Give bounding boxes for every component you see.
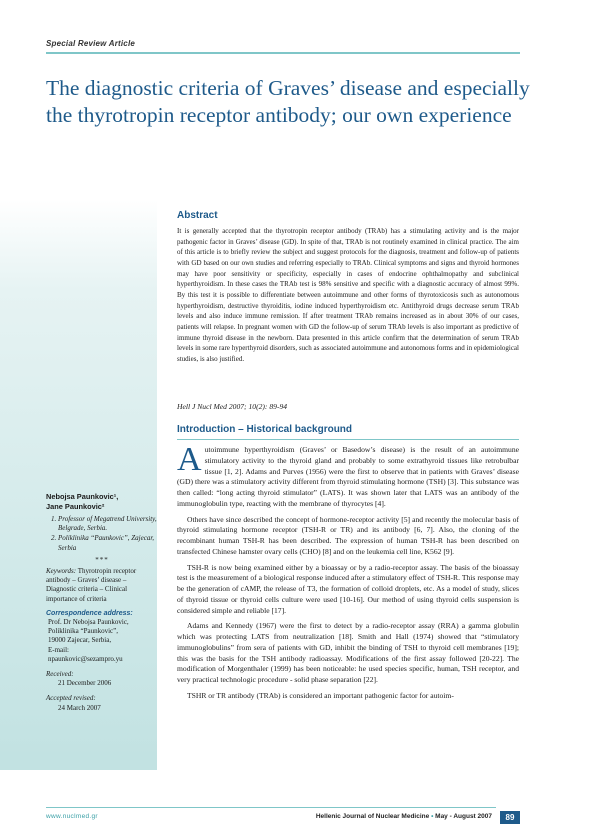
correspondence-line: E-mail:: [48, 645, 69, 654]
keywords-text: Thyrotropin receptor antibody – Graves’ disease – Diagnostic criteria – Clinical importance of criteria: [46, 567, 137, 603]
affiliation-2: 2. Poliklinika “Paunkovic”, Zajecar, Serbia: [58, 534, 158, 552]
correspondence-line: 19000 Zajecar, Serbia,: [48, 636, 112, 645]
article-title: The diagnostic criteria of Graves’ disease and especially the thyrotropin receptor antibody; our own experience: [46, 76, 530, 127]
article-type: Special Review Article: [46, 39, 136, 48]
affiliation-1: 1. Professor of Megatrend University, Belgrade, Serbia.: [58, 515, 158, 533]
footer-bullet: •: [431, 813, 434, 820]
citation: Hell J Nucl Med 2007; 10(2): 89-94: [177, 402, 288, 411]
keywords: [46, 567, 158, 604]
affiliations: [46, 515, 158, 553]
accepted-label: Accepted revised:: [46, 694, 96, 703]
accepted-date: 24 March 2007: [58, 703, 101, 712]
journal-issue: May - August 2007: [435, 813, 492, 820]
paragraph: Others have since described the concept of hormone-receptor activity [5] and recently the molecular basis of thyroid stimulating hormone receptor (TSH-R or TR) and its antibody [6, 7]. Also, the cloning of the recombinant human TSH-R has been described. The expression of human TSH-R has been described on transfected Chinese hamster ovary cells (CHO) [8] and on the leukemia cell line, K562 [9].: [177, 514, 519, 556]
paragraph: [177, 441, 519, 510]
article-info: [46, 492, 158, 713]
paragraph: TSH-R is now being examined either by a bioassay or by a radio-receptor assay. The basis of the bioassay test is the measurement of a biological response induced after a stimulatory effect of TSH-R. This response may be the generation of cAMP, the release of T3, the formation of colloid droplets, etc. As a model of study, slices of thyroid tissue or thyroid cells culture were used [10-16]. Our method of using thyroid cells suspension is considered simple and reliable [17].: [177, 562, 519, 615]
author-2: Jane Paunkovic²: [46, 502, 105, 511]
paragraph-text: utoimmune hyperthyroidism (Graves’ or Basedow’s disease) is the result of an autoimmune stimulatory activity to the thyroid gland and probably to some extrathyroid tissues like retrobulbar tissue [1, 2]. Adams and Purves (1956) were the first to observe that in patients with Graves’ disease (GD) there was a stimulatory activity different from thyroid stimulating hormone (TSH) [3]. This substance was then called: “long acting thyroid stimulator” (LATS). It was shown later that LATS was an antibody of the immunoglobulin type, reacting with the membrane of thyrocytes [4].: [177, 445, 519, 508]
received-date: 21 December 2006: [58, 679, 112, 688]
paragraph: Adams and Kennedy (1967) were the first to detect by a radio-receptor assay (RRA) a gamma globulin which was protecting LATS from neutralization [18]. Smith and Hall (1974) showed that “stimulatory immunoglobulins” from sera of patients with GD, inhibit the binding of TSH to thyroid cell membranes [19]; this was the basis for the TSH antibody radioassay. Modifications of the first assay followed [20-22]. The modification of Morgenthaler (1999) has been noticeable: he used species specific, human, TSH receptor, and very practical technologic procedure - solid phase separation [22].: [177, 621, 519, 684]
journal-name: Hellenic Journal of Nuclear Medicine: [315, 813, 430, 820]
journal-info: [316, 813, 492, 820]
received-label: Received:: [46, 670, 74, 679]
page-header: [46, 38, 520, 52]
correspondence-address: [48, 618, 158, 664]
author-1: Nebojsa Paunkovic¹,: [46, 492, 119, 501]
journal-url: www.nuclmed.gr: [46, 813, 98, 820]
correspondence-heading: Correspondence address:: [46, 609, 133, 617]
intro-rule: [177, 439, 519, 440]
header-rule: [46, 52, 520, 54]
separator-stars: ***: [95, 555, 109, 564]
correspondence-line: Poliklinika “Paunkovic”,: [48, 627, 118, 636]
drop-cap: A: [177, 441, 202, 478]
correspondence-line: Prof. Dr Nebojsa Paunkovic,: [48, 618, 129, 627]
intro-heading: Introduction – Historical background: [177, 424, 353, 435]
footer-rule: [46, 807, 496, 808]
abstract-text: It is generally accepted that the thyrotropin receptor antibody (TRAb) has a stimulating activity and is the major pathogenic factor in Graves’ disease (GD). In spite of that, TRAb is not routinely examined in clinical practice. The aim of this article is to briefly review the subject and suggest protocols for the diagnosis, treatment and follow-up of patients with GD based on our own studies and referring especially to TRAb. Clinical symptoms and signs and thyroid hormones may have poor sensitivity or specificity, especially in cases of endocrine ophthalmopathy and subclinical hyperthyroidism. In these cases the TRAb test is 98% sensitive and specific with a diagnostic accuracy of almost 99%. By this test it is possible to differentiate between autoimmune and other forms of thyrotoxicosis such as autonomous hyperthyroidism, destructive thyroiditis, iodine induced hyperthyroidism etc. Antithyroid drugs decrease serum TRAb levels and also induce immune remission. If after treatment TRAb remains increased as in about 30% of our cases, patients will relapse. In pregnant women with GD the follow-up of serum TRAb levels is also important as predictive of immune thyroid disease in the newborn. Data presented in this article confirm that the determination of serum TRAb levels in some rare hyperthyroid disorders, such as associated autoimmune and autonomous forms and in epidemiological studies, is also justified.: [177, 227, 519, 363]
intro-body: [177, 441, 519, 707]
page-number: 89: [500, 811, 520, 824]
correspondence-email: npaunkovic@sezampro.yu: [48, 654, 123, 663]
keywords-label: Keywords:: [46, 567, 77, 576]
abstract-heading: Abstract: [177, 210, 218, 221]
page-footer: [46, 811, 520, 825]
authors: [46, 492, 158, 512]
paragraph: TSHR or TR antibody (TRAb) is considered an important pathogenic factor for autoim-: [187, 690, 454, 700]
